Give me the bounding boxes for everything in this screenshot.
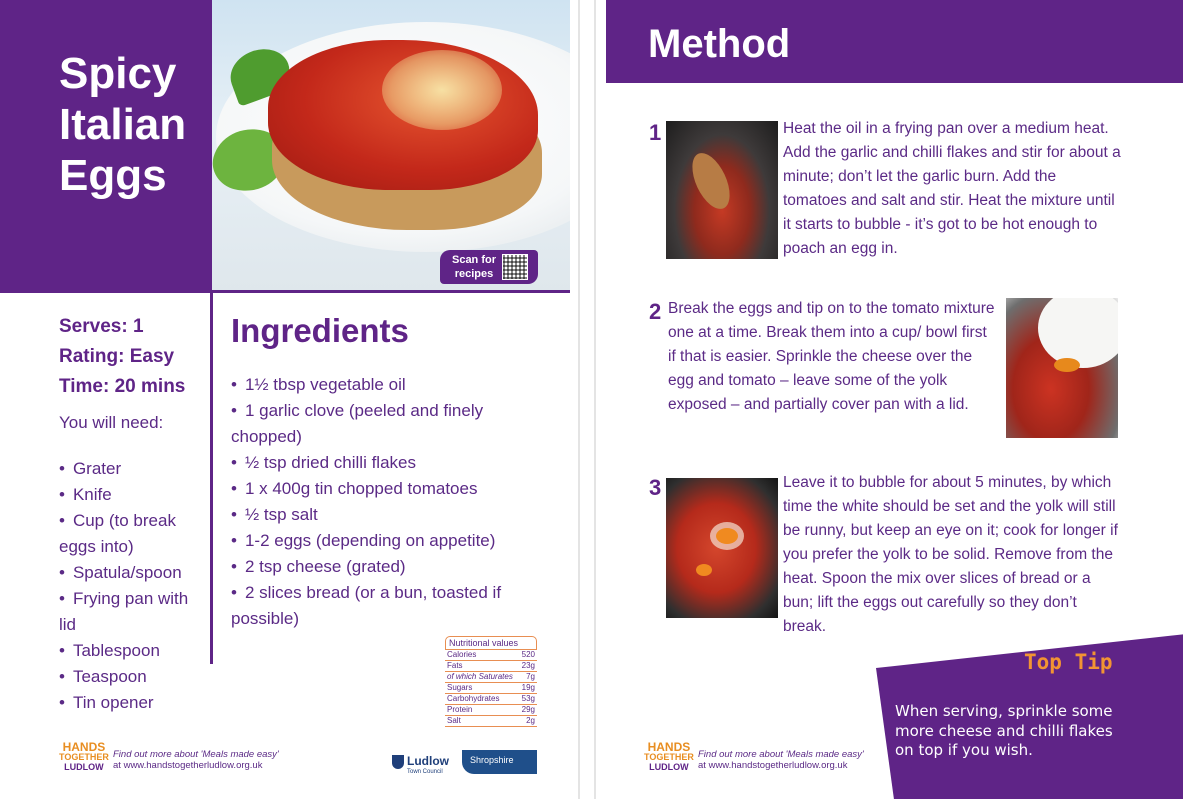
- council-sub: Town Council: [407, 768, 443, 775]
- divider-vertical: [210, 290, 213, 664]
- nutrient-label: Sugars: [447, 683, 473, 692]
- nutrient-value: 29g: [521, 705, 535, 714]
- list-item: • 1 x 400g tin chopped tomatoes: [231, 476, 541, 502]
- recipe-meta: [59, 312, 204, 402]
- logo-line: TOGETHER: [59, 752, 109, 762]
- footer-link[interactable]: www.handstogetherludlow.org.uk: [123, 760, 263, 771]
- method-title: Method: [648, 22, 791, 66]
- nutrient-value: 7g: [526, 672, 535, 681]
- nutrition-title: Nutritional values: [445, 636, 537, 650]
- nutrient-value: 520: [521, 650, 535, 659]
- step-2-photo: [1006, 298, 1118, 438]
- top-tip-text: When serving, sprinkle some more cheese and chilli flakes on top if you wish.: [895, 702, 1113, 759]
- hands-together-logo[interactable]: [59, 742, 109, 772]
- step-number: 1: [649, 120, 662, 145]
- gutter-line: [578, 0, 580, 799]
- egg-yolk: [716, 528, 738, 544]
- table-row: [445, 694, 537, 705]
- ludlow-council-logo: [392, 754, 449, 775]
- footer-text: [113, 749, 279, 771]
- table-row: [445, 705, 537, 716]
- bowl: [1038, 298, 1118, 368]
- list-item: • Frying pan with lid: [59, 586, 204, 638]
- step-number: 3: [649, 475, 662, 500]
- table-row: [445, 650, 537, 661]
- list-item: • ½ tsp salt: [231, 502, 541, 528]
- serves: Serves: 1: [59, 316, 144, 337]
- qr-badge[interactable]: [440, 250, 538, 284]
- method-banner: [606, 0, 1183, 83]
- logo-line: HANDS: [647, 740, 691, 754]
- egg-yolk: [1054, 358, 1080, 372]
- logo-line: LUDLOW: [64, 762, 104, 772]
- spoon: [685, 147, 738, 214]
- step-text: Heat the oil in a frying pan over a medium heat. Add the garlic and chilli flakes and stir for about a minute; don’t let the garlic burn. Add the tomatoes and salt and stir. Heat the mixture until it starts to bubble - it’s got to be hot enough to poach an egg in.: [783, 120, 1121, 257]
- footer-url-line[interactable]: [698, 760, 864, 771]
- council-name: Ludlow: [407, 754, 449, 768]
- url-prefix: at: [698, 760, 706, 771]
- step-text: Leave it to bubble for about 5 minutes, by which time the white should be set and the yolk will still be runny, but keep an eye on it; cook for longer if you prefer the yolk to be solid. Remove from the heat. Spoon the mix over slices of bread or a bun; lift the eggs out carefully so they don’t break.: [783, 474, 1118, 635]
- egg-yolk: [696, 564, 712, 576]
- logo-line: LUDLOW: [649, 762, 689, 772]
- page-gutter: [570, 0, 606, 799]
- nutrient-value: 2g: [526, 716, 535, 725]
- step-number: 2: [649, 299, 662, 324]
- list-item: • 1 garlic clove (peeled and finely chopped): [231, 398, 541, 450]
- list-item: • ½ tsp dried chilli flakes: [231, 450, 541, 476]
- recipe-title: [59, 48, 209, 201]
- time: Time: 20 mins: [59, 376, 186, 397]
- nutrient-value: 23g: [521, 661, 535, 670]
- gutter-line: [594, 0, 596, 799]
- footer-line: Find out more about 'Meals made easy': [113, 749, 279, 760]
- nutrient-label: Calories: [447, 650, 477, 659]
- hands-together-logo[interactable]: [644, 742, 694, 772]
- footer-text: [698, 749, 864, 771]
- qr-label: Scan for recipes: [451, 254, 496, 280]
- step-1-photo: [666, 121, 778, 259]
- list-item: • 2 slices bread (or a bun, toasted if possible): [231, 580, 541, 632]
- nutrient-value: 19g: [521, 683, 535, 692]
- footer-line: Find out more about 'Meals made easy': [698, 749, 864, 760]
- dish-photo: [212, 0, 570, 292]
- list-item: • Tablespoon: [59, 638, 204, 664]
- list-item: • 1½ tbsp vegetable oil: [231, 372, 541, 398]
- right-page: [606, 0, 1183, 799]
- top-tip-title: Top Tip: [1024, 650, 1113, 674]
- divider-horizontal: [0, 290, 570, 293]
- title-line: Spicy: [59, 49, 177, 98]
- ingredients-title: Ingredients: [231, 312, 409, 349]
- list-item: • Grater: [59, 456, 204, 482]
- ingredients-list: [231, 372, 541, 632]
- list-item: • Cup (to break eggs into): [59, 508, 204, 560]
- nutrient-value: 53g: [521, 694, 535, 703]
- title-line: Eggs: [59, 151, 167, 200]
- shield-icon: [392, 755, 404, 769]
- step-text: Break the eggs and tip on to the tomato mixture one at a time. Break them into a cup/ bowl first if that is easier. Sprinkle the cheese over the egg and tomato – leave some of the yolk exposed – and partially cover pan with a lid.: [668, 300, 995, 413]
- you-will-need: You will need:: [59, 413, 164, 432]
- table-row: [445, 661, 537, 672]
- rating: Rating: Easy: [59, 346, 175, 367]
- shropshire-council-logo: [462, 750, 537, 774]
- qr-code-icon[interactable]: [502, 254, 528, 280]
- list-item: • Tin opener: [59, 690, 204, 716]
- list-item: • Knife: [59, 482, 204, 508]
- nutrient-label: Carbohydrates: [447, 694, 500, 703]
- left-page: [0, 0, 570, 799]
- step-3-photo: [666, 478, 778, 618]
- footer-link[interactable]: www.handstogetherludlow.org.uk: [708, 760, 848, 771]
- list-item: • 1-2 eggs (depending on appetite): [231, 528, 541, 554]
- table-row: [445, 683, 537, 694]
- nutrient-label: of which Saturates: [447, 672, 513, 681]
- title-panel: [0, 0, 212, 292]
- table-row: [445, 672, 537, 683]
- table-row: [445, 716, 537, 727]
- council-name: Shropshire: [470, 755, 514, 765]
- list-item: • Teaspoon: [59, 664, 204, 690]
- footer-url-line[interactable]: [113, 760, 279, 771]
- nutrition-table: [445, 636, 537, 727]
- nutrient-label: Salt: [447, 716, 461, 725]
- logo-line: HANDS: [62, 740, 106, 754]
- list-item: • 2 tsp cheese (grated): [231, 554, 541, 580]
- nutrient-label: Fats: [447, 661, 463, 670]
- nutrient-label: Protein: [447, 705, 473, 714]
- list-item: • Spatula/spoon: [59, 560, 204, 586]
- url-prefix: at: [113, 760, 121, 771]
- title-line: Italian: [59, 100, 187, 149]
- equipment-list: [59, 456, 204, 716]
- melted-cheese: [382, 50, 502, 130]
- logo-line: TOGETHER: [644, 752, 694, 762]
